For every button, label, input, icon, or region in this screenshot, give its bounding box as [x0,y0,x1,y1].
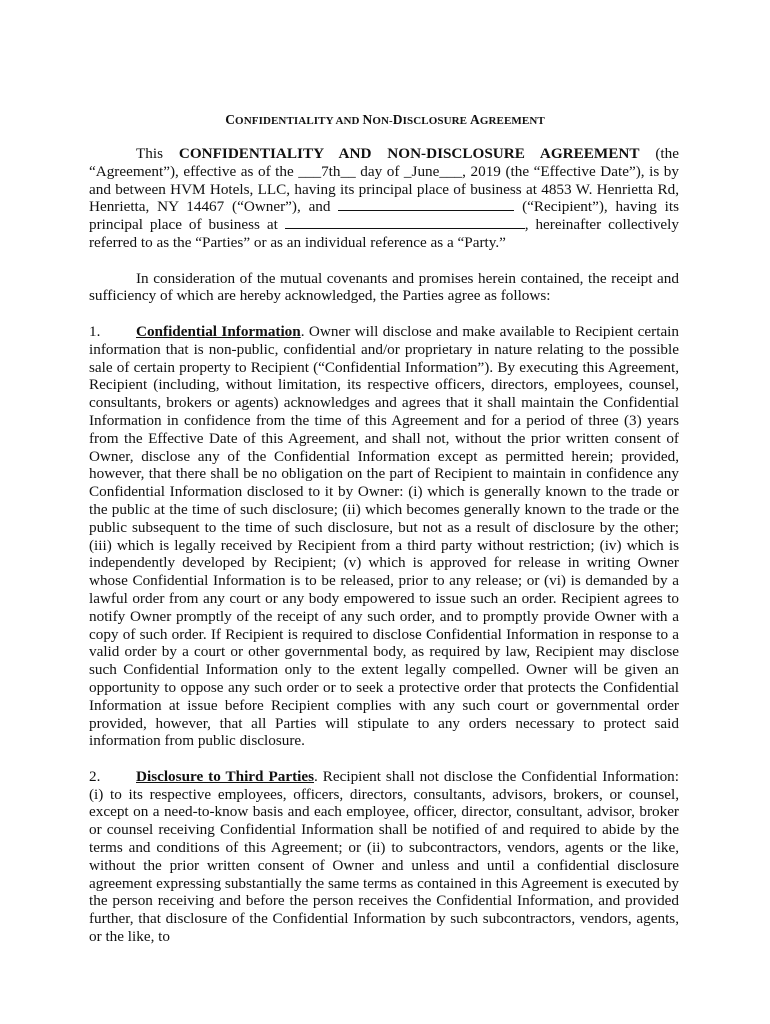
title-part: C [225,112,236,127]
title-part: ON- [372,115,393,127]
section-1-body: . Owner will disclose and make available to Recipient certain information that is non-public, confidential and/or proprietary in nature relating to the possible sale of certain property to Recipient (“Confidential Information”). By executing this Agreement, Recipient (including, without limitation, its respective officers, directors, employees, counsel, consultants, brokers or agents) acknowledges and agrees that it shall maintain the Confidential Information in confidence from the time of this Agreement and for a period of three (3) years from the Effective Date of this Agreement, and shall not, without the prior written consent of Owner, disclose any of the Confidential Information except as permitted herein; provided, however, that there shall be no obligation on the part of Recipient to maintain in confidence any Confidential Information disclosed to it by Owner: (i) which is generally known to the trade or the public at the time of such disclosure; (ii) which becomes generally known to the trade or the public subsequent to the time of such disclosure, but not as a result of disclosure by the other; (iii) which is legally received by Recipient from a third party without restriction; (iv) which is independently developed by Recipient; (v) which is approved for release in writing Owner whose Confidential Information is to be released, prior to any release; or (vi) is demanded by a lawful order from any court or any body empowered to issue such an order. Recipient agrees to notify Owner promptly of the receipt of any such order, and to promptly provide Owner with a copy of such order. If Recipient is required to disclose Confidential Information in response to a valid order by a court or other governmental body, as required by law, Recipient may disclose such Confidential Information only to the extent legally compelled. Owner will be given an opportunity to oppose any such order or to seek a protective order that protects the Confidential Information at issue before Recipient complies with any such court or governmental order provided, however, that all Parties will stipulate to any orders necessary to protect said information from public disclosure. [89,322,679,750]
document-title [0,112,770,128]
recipient-name-blank[interactable] [338,198,514,211]
section-2-paragraph [89,768,679,946]
document-body [89,145,679,964]
intro-text: , hereinafter collectively referred to as the “Parties” or as an individual reference as a “Party.” [89,216,679,251]
consideration-paragraph: In consideration of the mutual covenants and promises herein contained, the receipt and sufficiency of which are hereby acknowledged, the Parties agree as follows: [89,269,679,305]
intro-lead: This [136,145,179,162]
title-part: A [469,112,480,127]
intro-agreement-title: CONFIDENTIALITY AND NON-DISCLOSURE AGREEMENT [178,145,640,162]
title-part: ISCLOSURE [402,115,470,127]
section-1-heading: Confidential Information [136,322,301,340]
section-1-paragraph [89,323,679,750]
section-2-body: . Recipient shall not disclose the Confidential Information: (i) to its respective employees, officers, directors, consultants, advisors, brokers, or counsel, except on a need-to-know basis and each employee, officer, director, consultant, advisor, broker or counsel receiving Confidential Information shall be notified of and required to abide by the terms and conditions of this Agreement; or (ii) to subcontractors, vendors, agents or the like, without the prior written consent of Owner and unless and until a confidential disclosure agreement expressing substantially the same terms as contained in this Agreement is executed by the person receiving and before the person receives the Confidential Information, and provided further, that disclosure of the Confidential Information by such subcontractors, vendors, agents, or the like, to [89,767,679,946]
section-2-heading: Disclosure to Third Parties [136,767,314,785]
title-part: D [392,112,403,127]
recipient-address-blank[interactable] [285,216,525,229]
intro-paragraph [89,145,679,252]
section-2-number: 2. [89,767,101,785]
intro-text: (the “Agreement”), effective as of the ___7th__ day of _June___, 2019 (the “Effective Date”), is by and between HVM Hotels, LLC, having its principal place of business at 4853 W. Henrietta Rd, Henrietta, NY 14467 (“Owner”), and [89,145,679,216]
title-part: ONFIDENTIALITY AND [235,115,363,127]
title-part: N [362,112,373,127]
title-part: GREEMENT [479,115,545,127]
section-1-number: 1. [89,322,101,340]
intro-text: (“Recipient”), having its principal place of business at [89,198,679,234]
